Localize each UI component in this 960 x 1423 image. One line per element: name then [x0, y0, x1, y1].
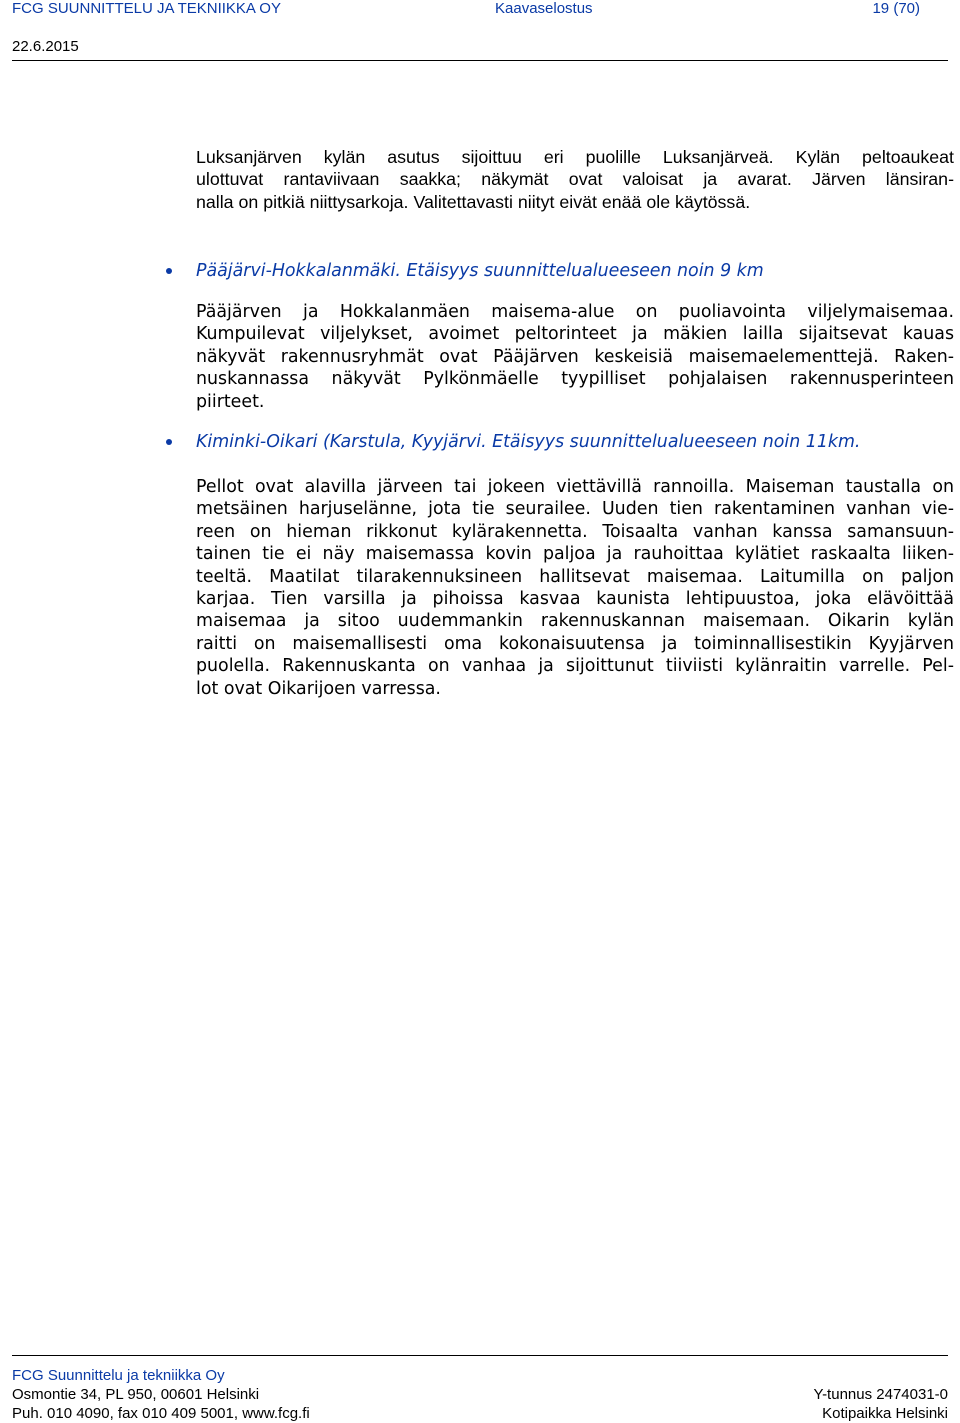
- footer-row: [12, 1385, 948, 1404]
- section-paragraph-kiminki: [196, 476, 954, 700]
- intro-paragraph: [196, 146, 954, 213]
- paragraph-line: metsäinen harjuselänne, jota tie seurailee. Uuden tien rakentaminen vanhan vie-: [196, 499, 954, 520]
- header-page-number: 19 (70): [872, 0, 920, 17]
- footer-business-id: Y-tunnus 2474031-0: [813, 1386, 948, 1403]
- paragraph-line: raitti on maisemallisesti oma kokonaisuutensa ja toiminnallisestikin Kyyjärven: [196, 633, 954, 654]
- paragraph-line: piirteet.: [196, 391, 265, 412]
- footer-row: [12, 1404, 948, 1423]
- footer-address: Osmontie 34, PL 950, 00601 Helsinki: [12, 1386, 260, 1403]
- intro-line: ulottuvat rantaviivaan saakka; näkymät ovat valoisat ja avarat. Järven länsiran-: [196, 169, 954, 190]
- bullet-icon: [166, 439, 172, 445]
- paragraph-line: lot ovat Oikarijoen varressa.: [196, 678, 441, 699]
- footer-contact: Puh. 010 4090, fax 010 409 5001, www.fcg.fi: [12, 1405, 310, 1422]
- footer-company: FCG Suunnittelu ja tekniikka Oy: [12, 1367, 225, 1384]
- paragraph-line: Kumpuilevat viljelykset, avoimet peltorinteet ja mäkien lailla sijaitsevat kauas: [196, 324, 954, 345]
- paragraph-line: näkyvät rakennusryhmät ovat Pääjärven keskeisiä maisemaelementtejä. Raken-: [196, 346, 954, 367]
- header-company: FCG SUUNNITTELU JA TEKNIIKKA OY: [12, 0, 281, 17]
- section-title: Kiminki-Oikari (Karstula, Kyyjärvi. Etäisyys suunnittelualueeseen noin 11km.: [196, 432, 861, 452]
- paragraph-line: tainen tie ei näy maisemassa kovin paljoa ja rauhoittaa kylätiet raskaalta liiken-: [196, 544, 954, 565]
- paragraph-line: reen on hieman rikkonut kylärakennetta. Toisaalta vanhan kanssa samansuun-: [196, 521, 954, 542]
- paragraph-line: teeltä. Maatilat tilarakennuksineen hallitsevat maisemaa. Laitumilla on paljon: [196, 566, 954, 587]
- bullet-icon: [166, 268, 172, 274]
- intro-line: Luksanjärven kylän asutus sijoittuu eri puolille Luksanjärveä. Kylän peltoaukeat: [196, 147, 954, 167]
- paragraph-line: karjaa. Tien varsilla ja pihoissa kasvaa kaunista lehtipuustoa, joka elävöittää: [196, 589, 954, 610]
- paragraph-line: Pellot ovat alavilla järveen tai jokeen viettävillä rannoilla. Maiseman taustalla on: [196, 477, 954, 497]
- paragraph-line: maisemaa ja sitoo uudemmankin rakennuskannan maisemaan. Oikarin kylän: [196, 611, 954, 632]
- section-heading-paajarvi: [160, 259, 954, 283]
- paragraph-line: puolella. Rakennuskanta on vanhaa ja sijoittunut tiiviisti kylänraitin varrelle. Pel-: [196, 656, 954, 677]
- header-document-type: Kaavaselostus: [495, 0, 593, 17]
- section-title: Pääjärvi-Hokkalanmäki. Etäisyys suunnittelualueeseen noin 9 km: [196, 261, 764, 281]
- paragraph-line: Pääjärven ja Hokkalanmäen maisema-alue on puoliavointa viljelymaisemaa.: [196, 302, 954, 322]
- page-header: [12, 0, 948, 61]
- footer-domicile: Kotipaikka Helsinki: [822, 1405, 948, 1422]
- section-heading-kiminki: [160, 430, 954, 454]
- page-footer: [12, 1355, 948, 1423]
- header-date: 22.6.2015: [12, 38, 79, 55]
- section-paragraph-paajarvi: [196, 301, 954, 413]
- intro-line: nalla on pitkiä niittysarkoja. Valitettavasti niityt eivät enää ole käytössä.: [196, 191, 751, 212]
- paragraph-line: nuskannassa näkyvät Pylkönmäelle tyypilliset pohjalaisen rakennusperinteen: [196, 369, 954, 390]
